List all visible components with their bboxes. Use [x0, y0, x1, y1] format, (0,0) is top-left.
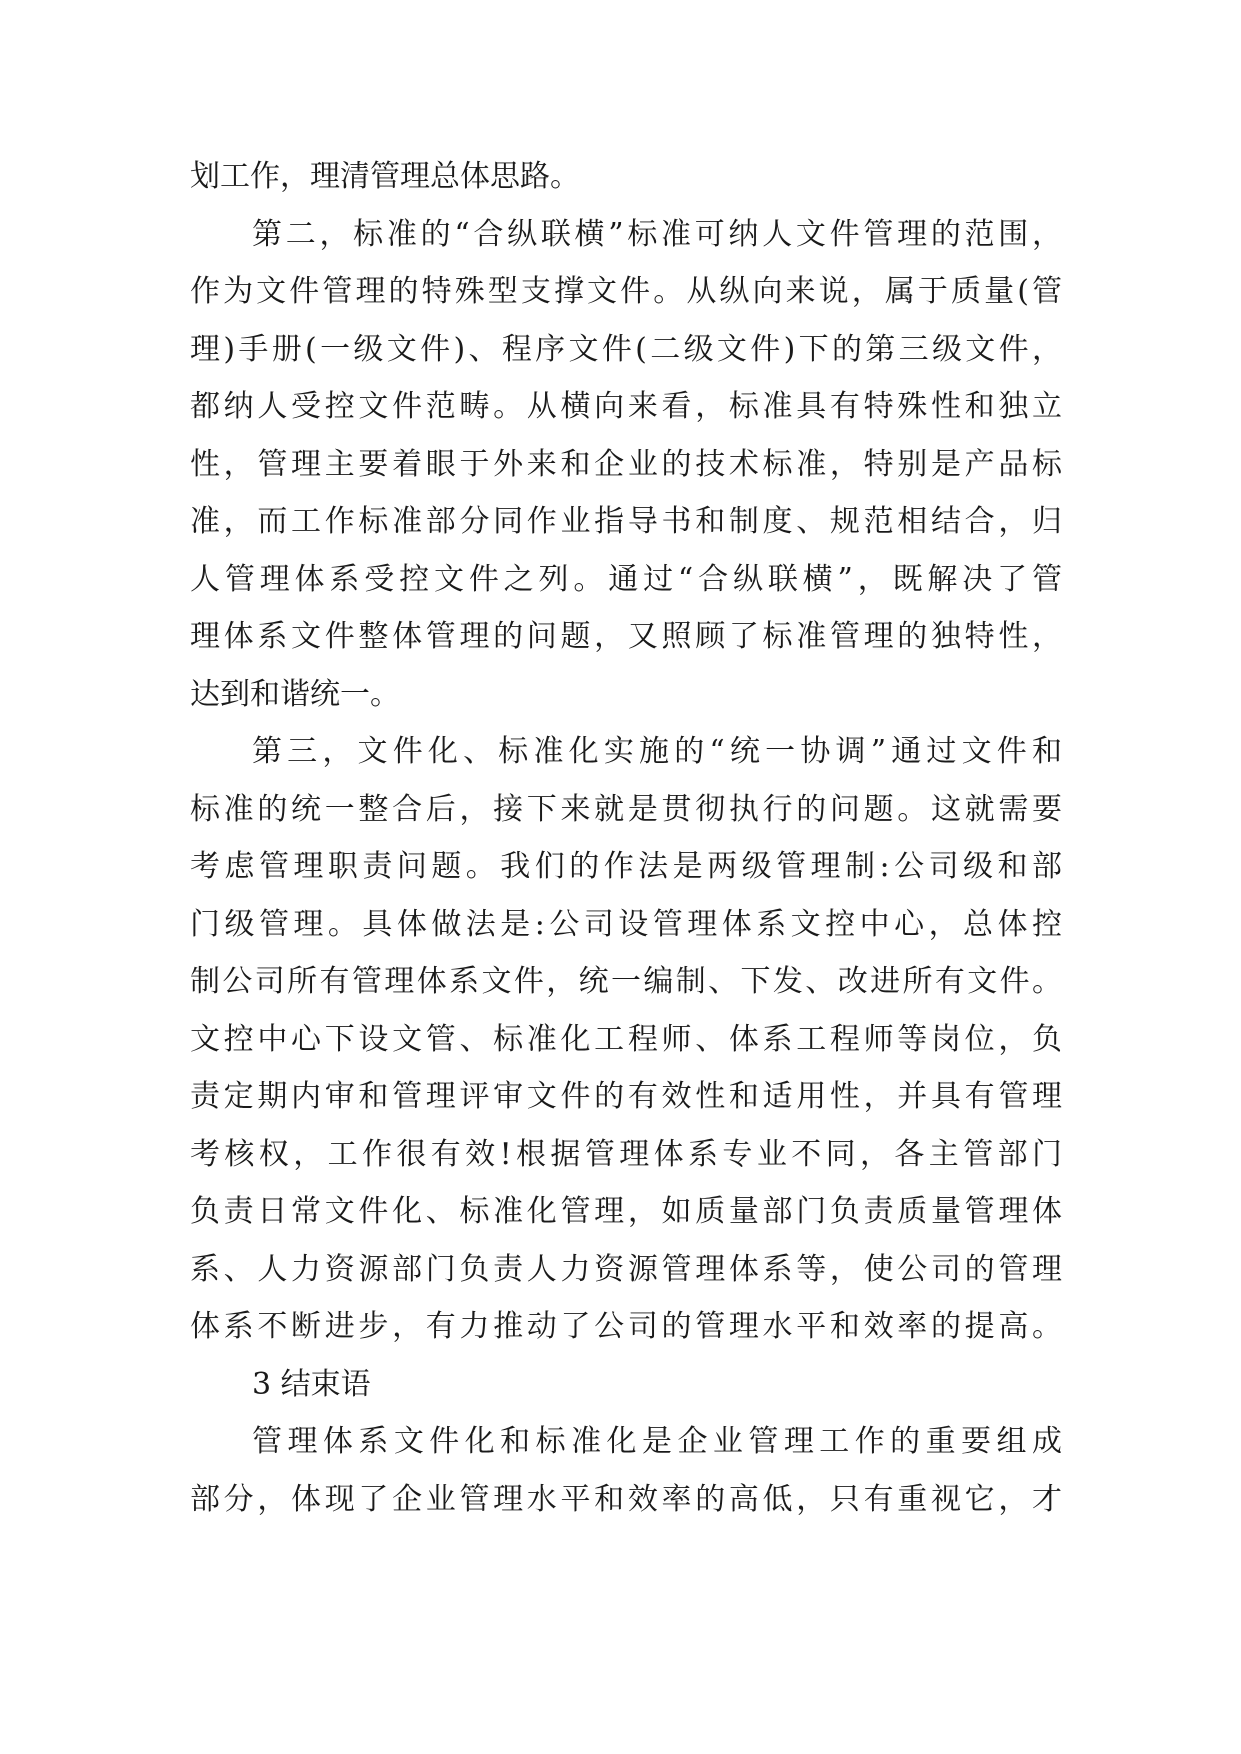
text-line: 系、人力资源部门负责人力资源管理体系等，使公司的管理	[190, 1251, 1062, 1287]
text-line: 管理体系文件化和标准化是企业管理工作的重要组成	[252, 1424, 1062, 1459]
text-line: 标准的统一整合后，接下来就是贯彻执行的问题。这就需要	[190, 791, 1062, 827]
text-line: 责定期内审和管理评审文件的有效性和适用性，并具有管理	[190, 1079, 1062, 1114]
text-line: 第二，标准的“合纵联横”标准可纳人文件管理的范围，	[252, 216, 1062, 252]
text-line: 人管理体系受控文件之列。通过“合纵联横”，既解决了管	[190, 561, 1062, 597]
text-line: 达到和谐统一。	[190, 676, 400, 712]
text-line: 理体系文件整体管理的问题，又照顾了标准管理的独特性，	[190, 619, 1062, 654]
text-line: 性，管理主要着眼于外来和企业的技术标准，特别是产品标	[190, 446, 1062, 482]
text-line: 准，而工作标准部分同作业指导书和制度、规范相结合，归	[190, 504, 1062, 539]
text-line: 理)手册(一级文件)、程序文件(二级文件)下的第三级文件，	[190, 331, 1062, 367]
text-line: 文控中心下设文管、标准化工程师、体系工程师等岗位，负	[190, 1021, 1062, 1057]
text-line: 第三，文件化、标准化实施的“统一协调”通过文件和	[252, 734, 1062, 769]
text-line: 负责日常文件化、标准化管理，如质量部门负责质量管理体	[190, 1194, 1062, 1229]
text-line: 部分，体现了企业管理水平和效率的高低，只有重视它，才	[190, 1481, 1062, 1517]
text-line: 门级管理。具体做法是:公司设管理体系文控中心，总体控	[190, 906, 1062, 942]
section-heading: 3 结束语	[252, 1366, 371, 1402]
text-line: 作为文件管理的特殊型支撑文件。从纵向来说，属于质量(管	[190, 274, 1062, 309]
text-line: 考核权，工作很有效!根据管理体系专业不同，各主管部门	[190, 1136, 1062, 1172]
text-line: 制公司所有管理体系文件，统一编制、下发、改进所有文件。	[190, 964, 1062, 999]
text-line: 都纳人受控文件范畴。从横向来看，标准具有特殊性和独立	[190, 389, 1062, 424]
text-line: 划工作，理清管理总体思路。	[190, 159, 580, 194]
text-line: 考虑管理职责问题。我们的作法是两级管理制:公司级和部	[190, 849, 1062, 884]
body-text	[190, 148, 1062, 1528]
text-line: 体系不断进步，有力推动了公司的管理水平和效率的提高。	[190, 1309, 1062, 1344]
